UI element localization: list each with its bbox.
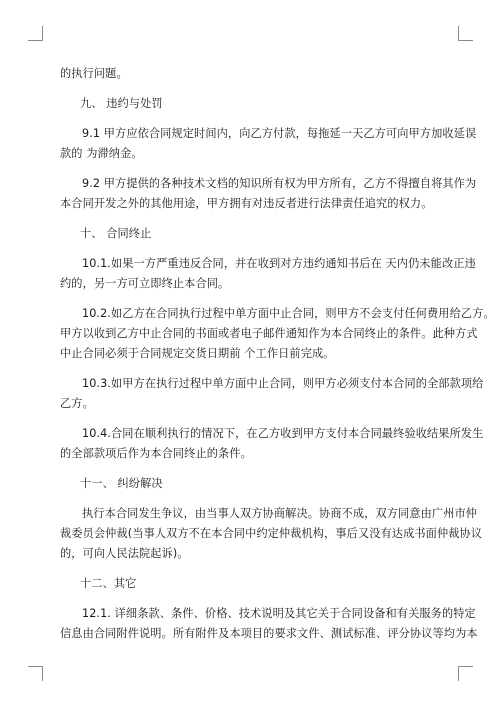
paragraph-line: 的，可向人民法院起诉)。 [60,547,189,560]
paragraph-spacer [60,494,442,504]
paragraph-line: 执行本合同发生争议，由当事人双方协商解决。协商不成，双方同意由广州市仲 [82,507,478,520]
paragraph-line: 9.2 甲方提供的各种技术文档的知识所有权为甲方所有，乙方不得擅自将其作为 [82,177,477,190]
paragraph-line: 10.3.如甲方在执行过程中单方面中止合同，则甲方必须支付本合同的全部款项给 [82,377,484,390]
section-heading: 十二、其它 [80,577,137,590]
paragraph-line: 甲方以收到乙方中止合同的书面或者电子邮件通知作为本合同终止的条件。此种方式 [60,327,478,340]
paragraph-spacer [60,594,442,604]
paragraph-spacer [60,464,442,474]
paragraph-line: 10.4.合同在顺利执行的情况下，在乙方收到甲方支付本合同最终验收结果所发生 [82,427,484,440]
paragraph-line: 10.1.如果一方严重违反合同，并在收到对方违约通知书后在 天内仍未能改正违 [82,257,476,270]
paragraph-line: 10.2.如乙方在合同执行过程中单方面中止合同，则甲方不会支付任何费用给乙方。 [82,307,495,320]
paragraph-spacer [60,564,442,574]
section-heading: 十、 合同终止 [80,227,152,240]
paragraph-line: 的执行问题。 [60,67,128,80]
paragraph-line: 中止合同必须于合同规定交货日期前 个工作日前完成。 [60,347,335,360]
crop-mark-bottom-left [28,666,43,681]
paragraph-spacer [60,414,442,424]
paragraph-line: 约的，另一方可立即终止本合同。 [60,277,230,290]
paragraph-line: 12.1. 详细条款、条件、价格、技术说明及其它关于合同设备和有关服务的特定 [82,607,476,620]
section-heading: 十一、 纠纷解决 [80,477,163,490]
paragraph-line: 9.1 甲方应依合同规定时间内，向乙方付款，每拖延一天乙方可向甲方加收延误 [82,127,477,140]
paragraph-line: 款的 为滞纳金。 [60,147,143,160]
paragraph-spacer [60,114,442,124]
paragraph-spacer [60,364,442,374]
paragraph-spacer [60,164,442,174]
paragraph-spacer [60,294,442,304]
crop-mark-top-right [458,26,473,41]
section-heading: 九、 违约与处罚 [80,97,163,110]
crop-mark-top-left [28,26,43,41]
document-body [60,64,495,644]
paragraph-line: 信息由合同附件说明。所有附件及本项目的要求文件、测试标准、评分协议等均为本 [60,627,478,640]
paragraph-spacer [60,214,442,224]
paragraph-spacer [60,84,442,94]
crop-mark-bottom-right [458,666,473,681]
paragraph-line: 本合同开发之外的其他用途，甲方拥有对违反者进行法律责任追究的权力。 [60,197,433,210]
paragraph-spacer [60,244,442,254]
paragraph-line: 乙方。 [60,397,94,410]
paragraph-line: 裁委员会仲裁(当事人双方不在本合同中约定仲裁机构，事后又没有达成书面仲裁协议 [60,527,483,540]
paragraph-line: 的全部款项后作为本合同终止的条件。 [60,447,252,460]
